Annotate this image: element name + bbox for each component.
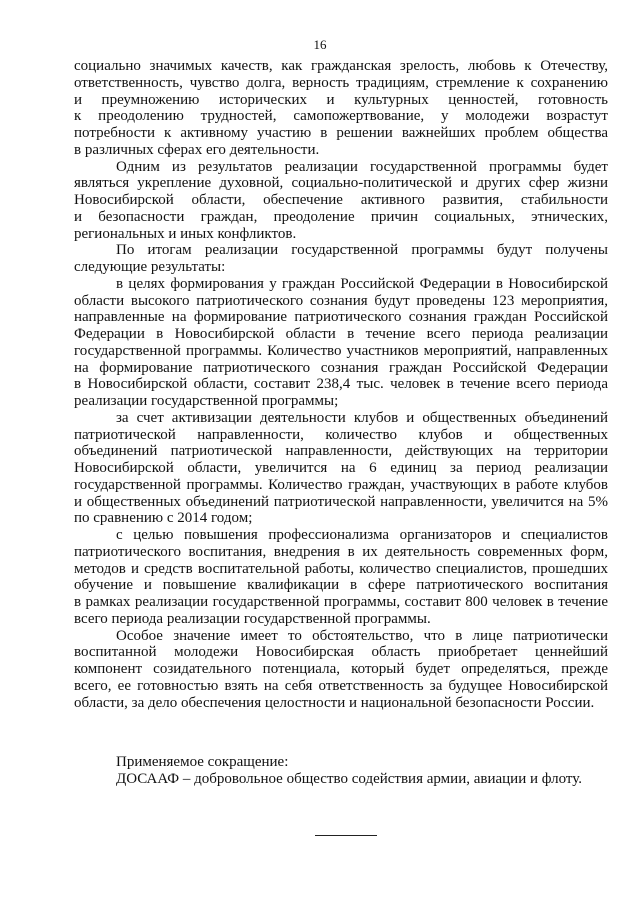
text-line: Новосибирской области, обеспечение активного развития, стабильности	[74, 192, 608, 208]
text-line: ответственность, чувство долга, верность традициям, стремление к сохранению	[74, 74, 608, 91]
text-line: в различных сферах его деятельности.	[74, 141, 320, 158]
paragraph	[74, 242, 608, 276]
text-line: и безопасности граждан, преодоление причин социальных, этнических,	[74, 208, 608, 225]
text-line: области высокого патриотического сознания будут проведены 123 мероприятия,	[74, 292, 608, 309]
paragraph	[74, 276, 608, 410]
abbreviations-block	[116, 754, 616, 788]
abbreviation-entry: ДОСААФ – добровольное общество содействия армии, авиации и флоту.	[116, 771, 582, 787]
text-line: обучение и повышение квалификации в сфере патриотического воспитания	[74, 577, 608, 594]
text-line: объединений патриотической направленности, действующих на территории	[74, 443, 608, 460]
text-line: следующие результаты:	[74, 259, 226, 275]
text-line: в рамках реализации государственной программы, составит 800 человек в течение	[74, 594, 608, 610]
text-line: воспитанной молодежи Новосибирская область приобретает ценнейший	[74, 644, 608, 661]
paragraph	[74, 58, 608, 159]
text-line: всего, ее готовностью взять на себя ответственность за будущее Новосибирской	[74, 677, 608, 694]
paragraph	[74, 410, 608, 527]
text-line: к преодолению трудностей, самопожертвование, у молодежи возрастут	[74, 108, 608, 125]
text-line: региональных и иных конфликтов.	[74, 225, 297, 242]
text-line: государственной программы. Количество участников мероприятий, направленных	[74, 342, 608, 359]
text-line: Особое значение имеет то обстоятельство, что в лице патриотически	[116, 627, 608, 644]
text-line: социально значимых качеств, как гражданская зрелость, любовь к Отечеству,	[74, 58, 608, 74]
text-line: направленные на формирование патриотического сознания граждан Российской	[74, 309, 608, 326]
text-line: Новосибирской области, увеличится на 6 единиц за период реализации	[74, 460, 608, 476]
text-line: патриотической направленности, количество клубов и общественных	[74, 426, 608, 443]
text-line: в Новосибирской области, составит 238,4 тыс. человек в течение всего периода	[74, 376, 608, 393]
text-line: и общественных объединений патриотической направленности, увеличится на 5%	[74, 493, 608, 510]
text-line: в целях формирования у граждан Российской Федерации в Новосибирской	[116, 275, 608, 292]
text-line: области, за дело обеспечения целостности и национальной безопасности России.	[74, 694, 595, 711]
text-line: Федерации в Новосибирской области в течение всего периода реализации	[74, 326, 608, 342]
text-line: компонент созидательного потенциала, который будет определяться, прежде	[74, 661, 608, 677]
text-line: и преумножению исторических и культурных ценностей, готовность	[74, 91, 608, 108]
document-body	[74, 58, 608, 711]
text-line: методов и средств воспитательной работы, количество специалистов, прошедших	[74, 560, 608, 577]
page-number: 16	[313, 37, 327, 52]
paragraph	[74, 159, 608, 243]
text-line: государственной программы. Количество граждан, участвующих в работе клубов	[74, 476, 608, 493]
text-line: являться укрепление духовной, социально-политической и других сфер жизни	[74, 175, 608, 192]
text-line: с целью повышения профессионализма организаторов и специалистов	[116, 527, 608, 543]
text-line: Одним из результатов реализации государственной программы будет	[116, 158, 608, 175]
text-line: потребности к активному участию в решении важнейших проблем общества	[74, 125, 608, 141]
end-divider-line	[315, 835, 377, 836]
text-line: за счет активизации деятельности клубов и общественных объединений	[116, 409, 608, 426]
text-line: реализации государственной программы;	[74, 393, 339, 409]
text-line: всего периода реализации государственной программы.	[74, 610, 431, 627]
text-line: на формирование патриотического сознания граждан Российской Федерации	[74, 359, 608, 376]
abbreviations-heading: Применяемое сокращение:	[116, 754, 289, 770]
paragraph	[74, 628, 608, 712]
text-line: По итогам реализации государственной программы будут получены	[116, 242, 608, 259]
text-line: патриотического воспитания, внедрения в их деятельность современных форм,	[74, 543, 608, 560]
text-line: по сравнению с 2014 годом;	[74, 510, 253, 527]
paragraph	[74, 527, 608, 628]
